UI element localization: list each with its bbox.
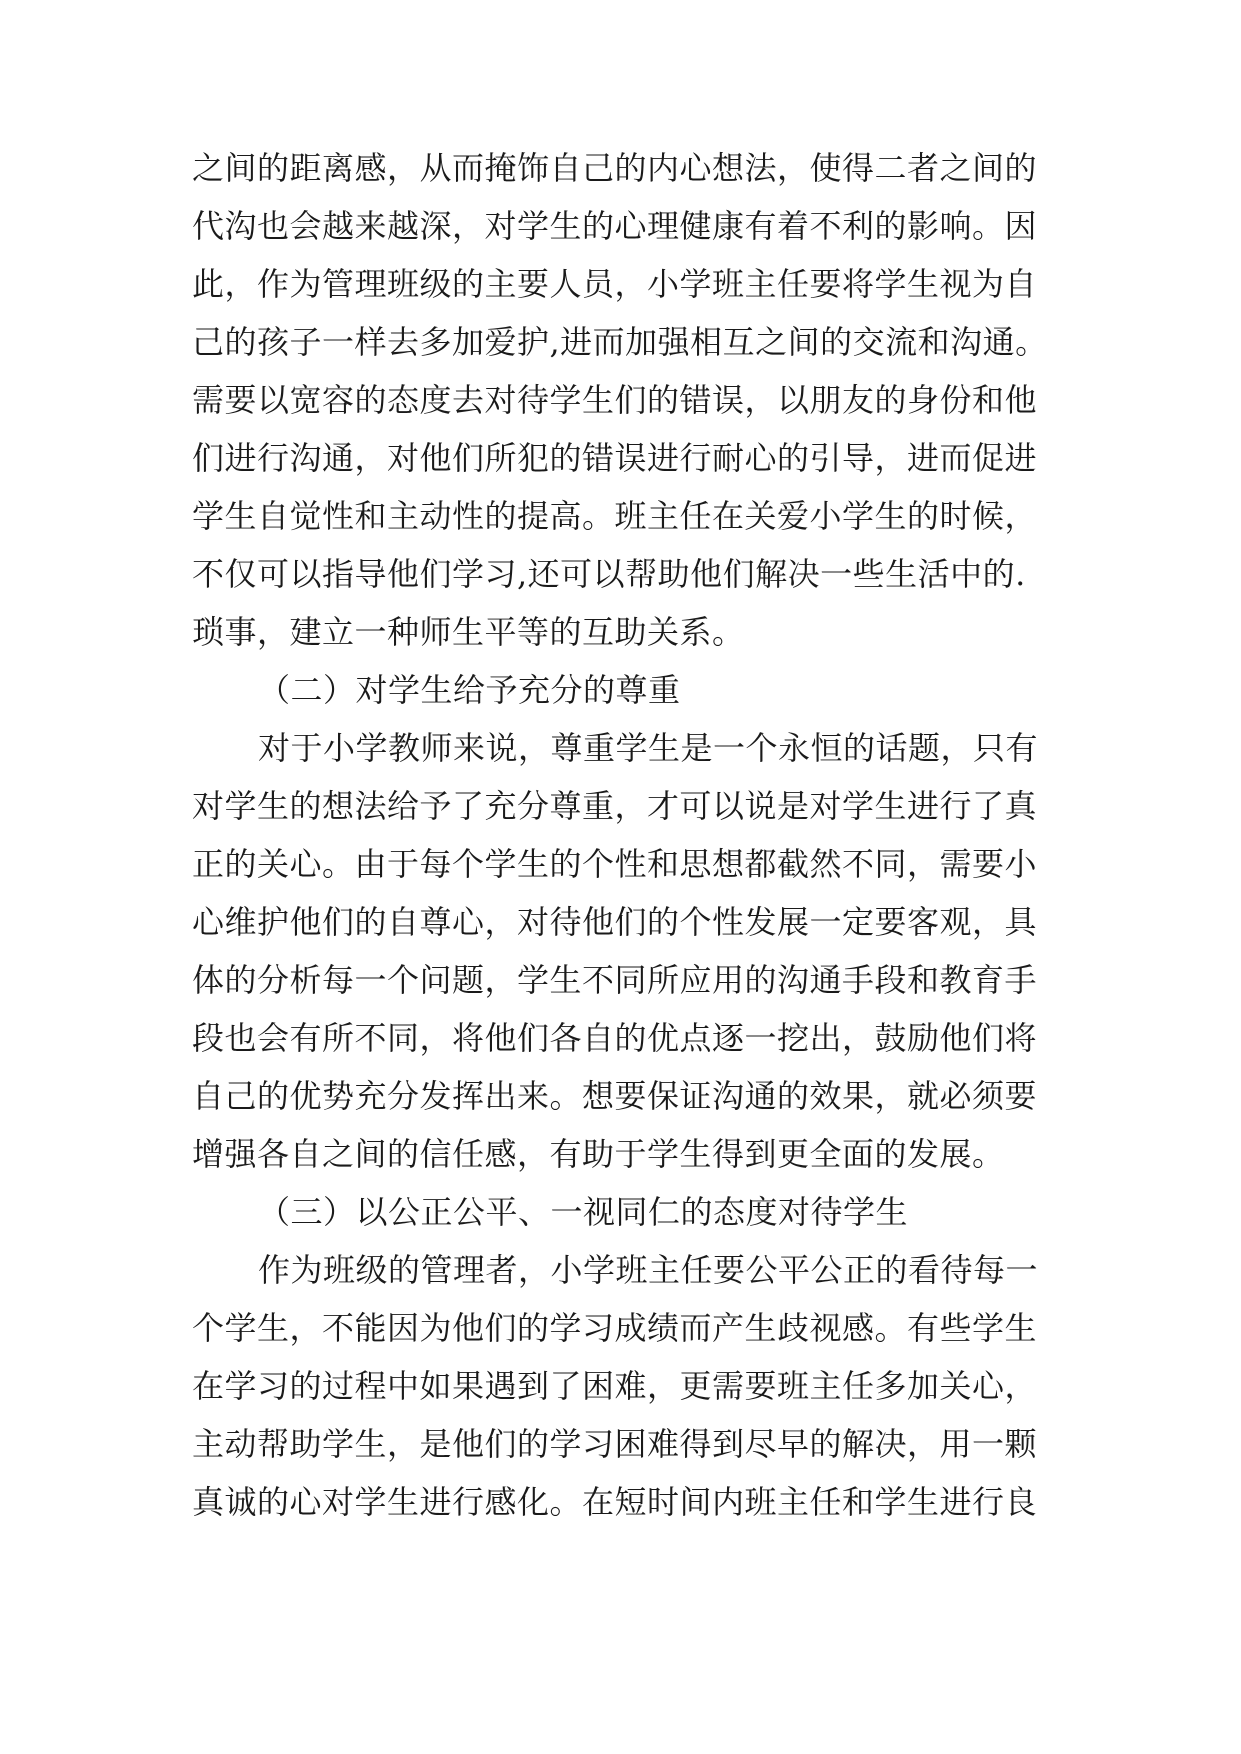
- text-line: 代沟也会越来越深，对学生的心理健康有着不利的影响。因: [192, 207, 1038, 245]
- text-line: 琐事，建立一种师生平等的互助关系。: [192, 613, 745, 651]
- text-line: 对学生的想法给予了充分尊重，才可以说是对学生进行了真: [192, 787, 1038, 825]
- text-line: 真诚的心对学生进行感化。在短时间内班主任和学生进行良: [192, 1483, 1038, 1521]
- text-line: 需要以宽容的态度去对待学生们的错误，以朋友的身份和他: [192, 381, 1038, 419]
- text-line: 个学生，不能因为他们的学习成绩而产生歧视感。有些学生: [192, 1309, 1038, 1347]
- text-line: 增强各自之间的信任感，有助于学生得到更全面的发展。: [192, 1135, 1005, 1173]
- section-heading: （三）以公正公平、一视同仁的态度对待学生: [258, 1193, 909, 1231]
- text-line: 们进行沟通，对他们所犯的错误进行耐心的引导，进而促进: [192, 439, 1038, 477]
- text-line: 在学习的过程中如果遇到了困难，更需要班主任多加关心，: [192, 1367, 1038, 1405]
- text-line: 自己的优势充分发挥出来。想要保证沟通的效果，就必须要: [192, 1077, 1038, 1115]
- paragraph-first-line: 对于小学教师来说，尊重学生是一个永恒的话题，只有: [258, 729, 1039, 767]
- section-heading: （二）对学生给予充分的尊重: [258, 671, 681, 709]
- text-line: 己的孩子一样去多加爱护,进而加强相互之间的交流和沟通。: [192, 323, 1048, 361]
- text-line: 此，作为管理班级的主要人员，小学班主任要将学生视为自: [192, 265, 1038, 303]
- text-line: 段也会有所不同，将他们各自的优点逐一挖出，鼓励他们将: [192, 1019, 1038, 1057]
- text-line: 主动帮助学生，是他们的学习困难得到尽早的解决，用一颗: [192, 1425, 1038, 1463]
- text-line: 体的分析每一个问题，学生不同所应用的沟通手段和教育手: [192, 961, 1038, 999]
- text-line: 正的关心。由于每个学生的个性和思想都截然不同，需要小: [192, 845, 1038, 883]
- paragraph-first-line: 作为班级的管理者，小学班主任要公平公正的看待每一: [258, 1251, 1039, 1289]
- text-line: 之间的距离感，从而掩饰自己的内心想法，使得二者之间的: [192, 149, 1038, 187]
- text-line: 不仅可以指导他们学习,还可以帮助他们解决一些生活中的.: [192, 555, 1026, 593]
- text-line: 学生自觉性和主动性的提高。班主任在关爱小学生的时候，: [192, 497, 1038, 535]
- text-line: 心维护他们的自尊心，对待他们的个性发展一定要客观，具: [192, 903, 1038, 941]
